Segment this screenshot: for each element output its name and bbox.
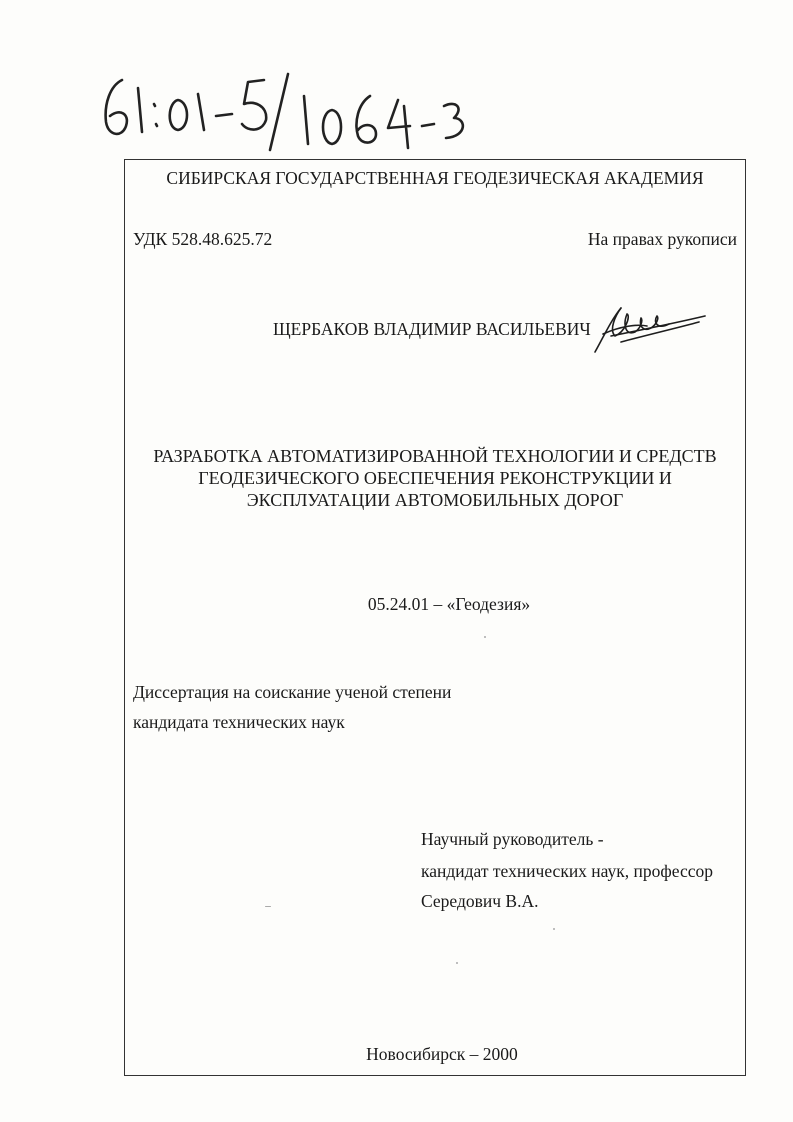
supervisor-rank: кандидат технических наук, профессор bbox=[421, 861, 713, 881]
scan-speck bbox=[456, 962, 458, 964]
supervisor-name: Середович В.А. bbox=[421, 891, 539, 911]
title-line-3: ЭКСПЛУАТАЦИИ АВТОМОБИЛЬНЫХ ДОРОГ bbox=[246, 490, 624, 510]
scan-speck bbox=[484, 636, 486, 638]
author-signature bbox=[581, 302, 709, 358]
degree-line-2: кандидата технических наук bbox=[133, 712, 345, 732]
author-name: ЩЕРБАКОВ ВЛАДИМИР ВАСИЛЬЕВИЧ bbox=[273, 319, 591, 339]
scan-speck bbox=[553, 928, 555, 930]
title-page-frame bbox=[124, 159, 746, 1076]
degree-line-1: Диссертация на соискание ученой степени bbox=[133, 682, 452, 702]
title-line-1: РАЗРАБОТКА АВТОМАТИЗИРОВАННОЙ ТЕХНОЛОГИИ И СРЕДСТВ bbox=[153, 446, 717, 466]
scan-speck bbox=[265, 906, 271, 907]
rights-notice: На правах рукописи bbox=[587, 229, 737, 249]
udc-code: УДК 528.48.625.72 bbox=[133, 229, 273, 249]
dissertation-title bbox=[125, 445, 745, 511]
supervisor-label: Научный руководитель - bbox=[421, 829, 604, 849]
title-line-2: ГЕОДЕЗИЧЕСКОГО ОБЕСПЕЧЕНИЯ РЕКОНСТРУКЦИИ И bbox=[198, 468, 672, 488]
specialty-code: 05.24.01 – «Геодезия» bbox=[367, 594, 531, 614]
city-year: Новосибирск – 2000 bbox=[366, 1044, 518, 1064]
handwritten-archive-number bbox=[92, 66, 482, 158]
institution-name: СИБИРСКАЯ ГОСУДАРСТВЕННАЯ ГЕОДЕЗИЧЕСКАЯ АКАДЕМИЯ bbox=[166, 168, 704, 188]
